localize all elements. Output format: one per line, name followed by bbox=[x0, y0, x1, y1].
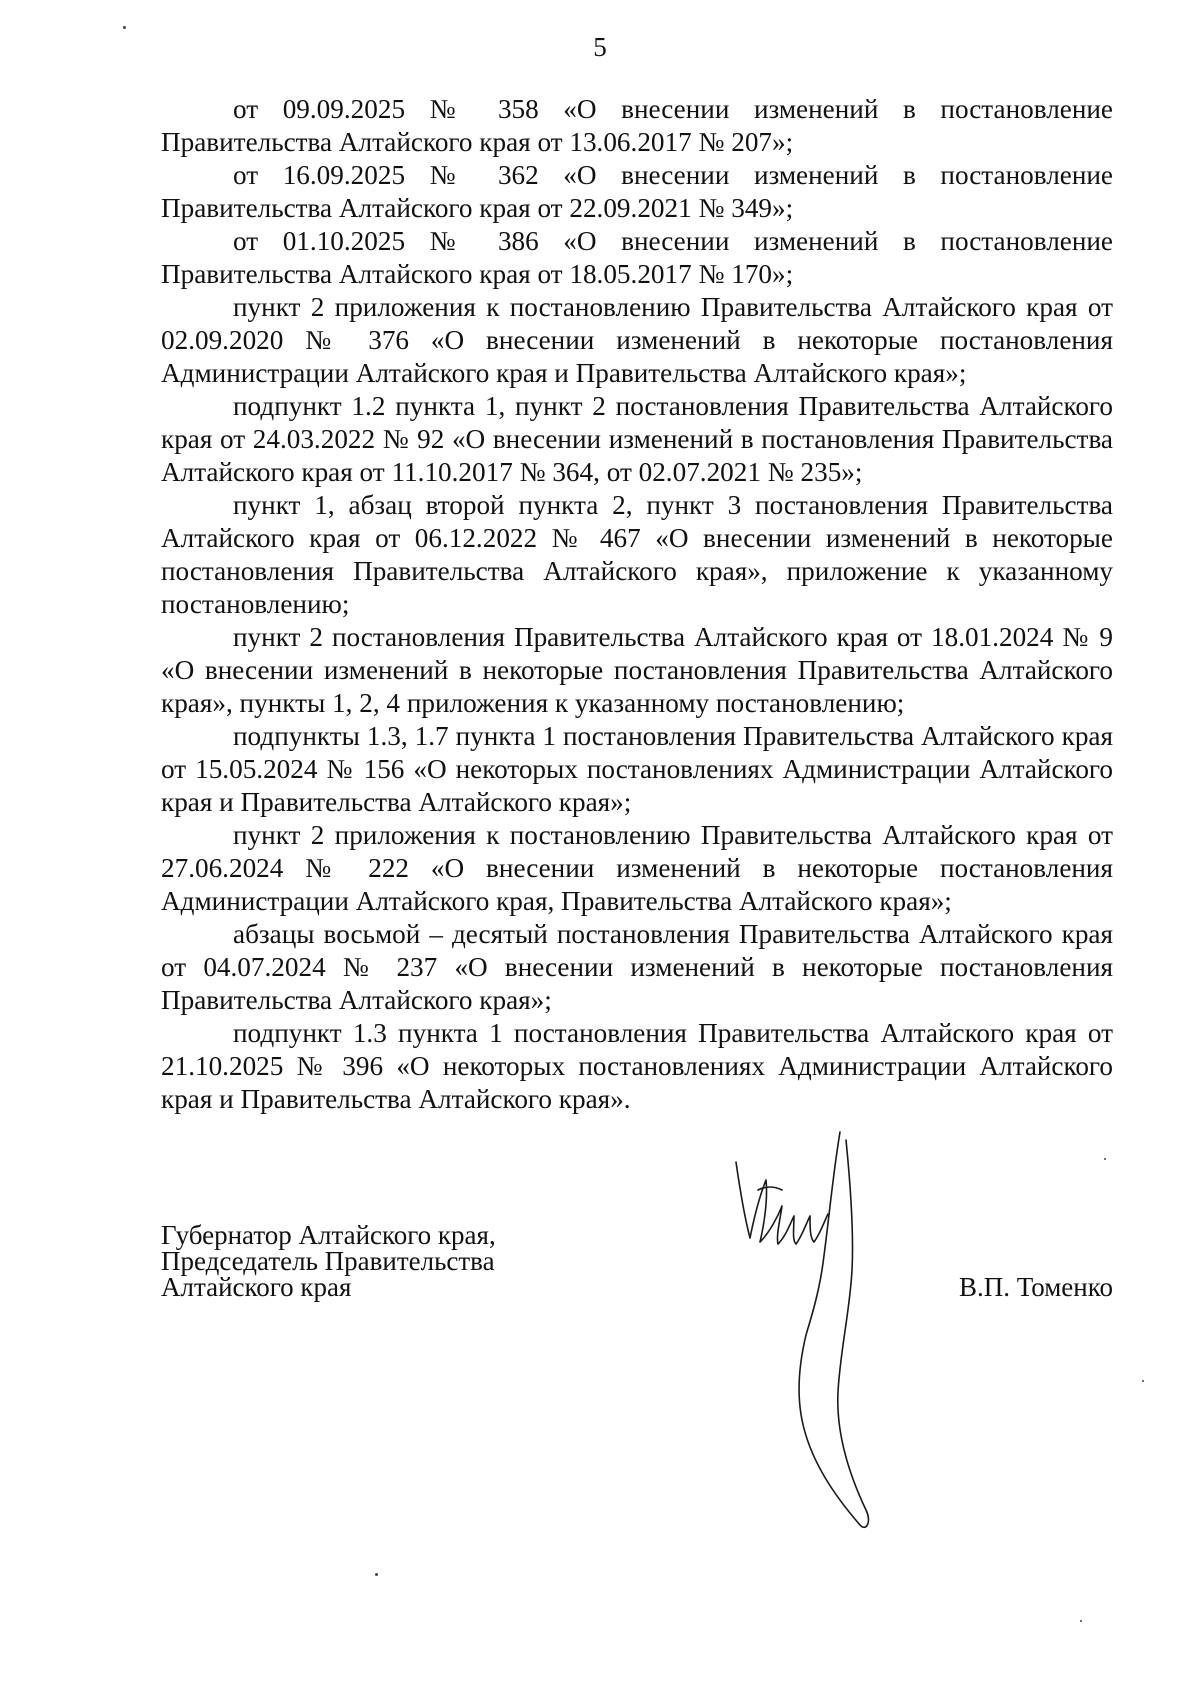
list-item: пункт 2 приложения к постановлению Правительства Алтайского края от 02.09.2020 № 376 «О внесении изменений в некоторые постановления Администрации Алтайского края и Правительства Алтайского края»; bbox=[161, 292, 1113, 388]
scan-speck bbox=[123, 26, 126, 29]
scan-speck bbox=[375, 1573, 378, 1576]
list-item: подпункты 1.3, 1.7 пункта 1 постановления Правительства Алтайского края от 15.05.2024 № 156 «О некоторых постановлениях Администрации Алтайского края и Правительства Алтайского края»; bbox=[161, 721, 1113, 817]
list-item: от 09.09.2025 № 358 «О внесении изменений в постановление Правительства Алтайского края от 13.06.2017 № 207»; bbox=[161, 94, 1113, 157]
signer-name: В.П. Томенко bbox=[959, 1272, 1113, 1302]
list-item: абзацы восьмой – десятый постановления Правительства Алтайского края от 04.07.2024 № 237 «О внесении изменений в некоторые постановления Правительства Алтайского края»; bbox=[161, 919, 1113, 1015]
page-number: 5 bbox=[593, 32, 607, 62]
list-item: подпункт 1.2 пункта 1, пункт 2 постановления Правительства Алтайского края от 24.03.2022 № 92 «О внесении изменений в постановления Правительства Алтайского края от 11.10.2017 № 364, от 02.07.2021 № 235»; bbox=[161, 391, 1113, 487]
signer-position-line: Алтайского края bbox=[161, 1272, 352, 1302]
scan-speck bbox=[1104, 1158, 1106, 1160]
signer-position-line: Председатель Правительства bbox=[161, 1246, 495, 1276]
list-item: от 01.10.2025 № 386 «О внесении изменений в постановление Правительства Алтайского края от 18.05.2017 № 170»; bbox=[161, 226, 1113, 289]
list-item: подпункт 1.3 пункта 1 постановления Правительства Алтайского края от 21.10.2025 № 396 «О некоторых постановлениях Администрации Алтайского края и Правительства Алтайского края». bbox=[161, 1018, 1113, 1114]
document-body bbox=[161, 93, 1113, 1116]
list-item: пункт 2 постановления Правительства Алтайского края от 18.01.2024 № 9 «О внесении изменений в некоторые постановления Правительства Алтайского края», пункты 1, 2, 4 приложения к указанному постановлению; bbox=[161, 622, 1113, 718]
list-item: пункт 2 приложения к постановлению Правительства Алтайского края от 27.06.2024 № 222 «О внесении изменений в некоторые постановления Администрации Алтайского края, Правительства Алтайского края»; bbox=[161, 820, 1113, 916]
list-item: пункт 1, абзац второй пункта 2, пункт 3 постановления Правительства Алтайского края от 06.12.2022 № 467 «О внесении изменений в некоторые постановления Правительства Алтайского края», приложение к указанному постановлению; bbox=[161, 490, 1113, 619]
signer-position bbox=[161, 1222, 496, 1300]
handwritten-signature bbox=[730, 1120, 960, 1540]
scan-speck bbox=[1080, 1620, 1082, 1622]
signer-position-line: Губернатор Алтайского края, bbox=[161, 1220, 496, 1250]
signature-block bbox=[161, 1222, 1113, 1302]
list-item: от 16.09.2025 № 362 «О внесении изменений в постановление Правительства Алтайского края от 22.09.2021 № 349»; bbox=[161, 160, 1113, 223]
scan-speck bbox=[1142, 1380, 1144, 1382]
